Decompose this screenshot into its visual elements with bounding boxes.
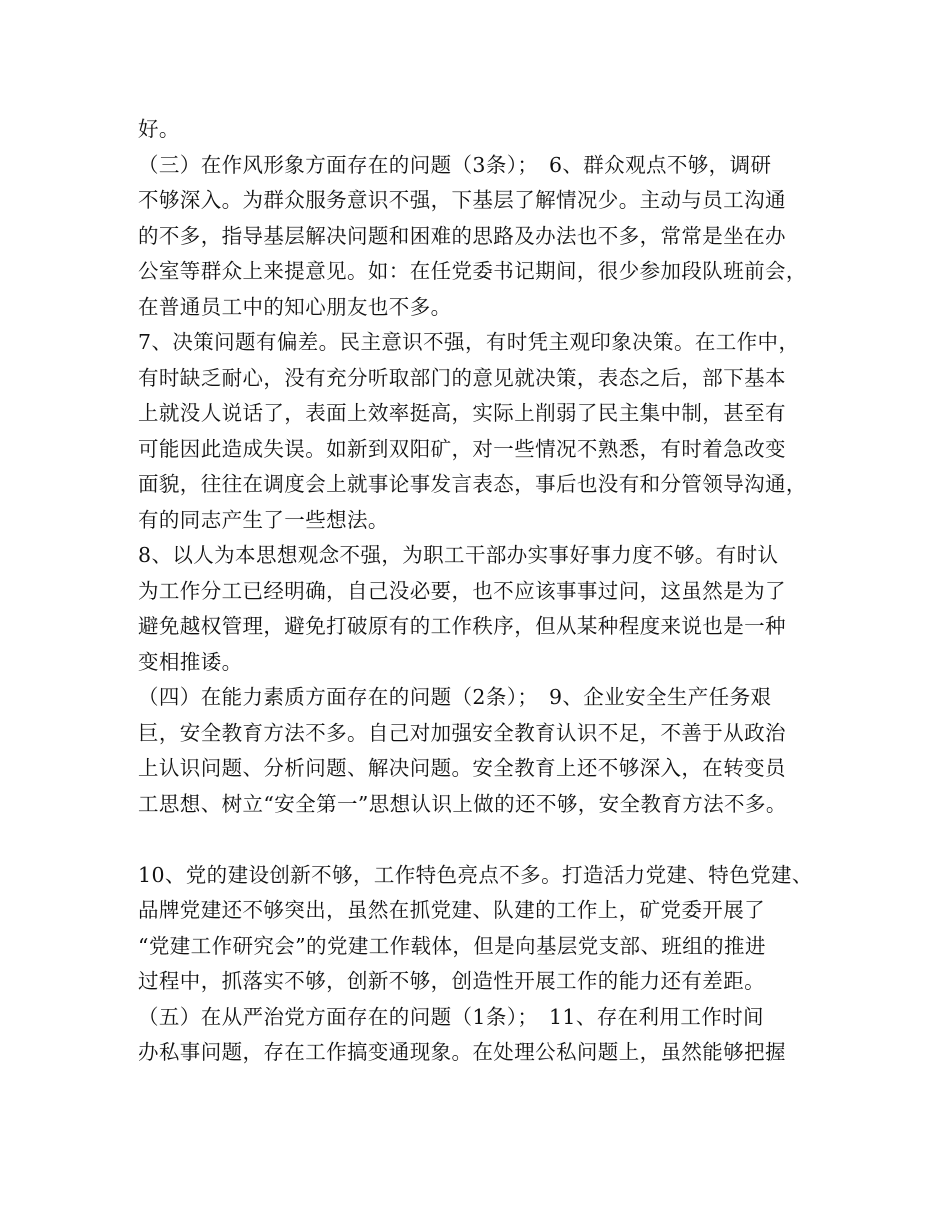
text-line: 上认识问题、分析问题、解决问题。安全教育上还不够深入，在转变员 — [138, 756, 786, 780]
text-line: （四）在能力素质方面存在的问题（2条）； 9、企业安全生产任务艰 — [138, 685, 772, 709]
text-line: （三）在作风形象方面存在的问题（3条）； 6、群众观点不够，调研 — [138, 152, 772, 177]
text-line: 为工作分工已经明确，自己没必要，也不应该事事过问，这虽然是为了 — [138, 578, 786, 603]
text-line: 好。 — [138, 117, 180, 141]
text-line: 有时缺乏耐心，没有充分听取部门的意见就决策，表态之后，部下基本 — [138, 365, 786, 390]
text-line: 避免越权管理，避免打破原有的工作秩序，但从某种程度来说也是一种 — [138, 614, 786, 638]
text-line: （五）在从严治党方面存在的问题（1条）； 11、存在利用工作时间 — [138, 1004, 764, 1029]
text-line: 上就没人说话了，表面上效率挺高，实际上削弱了民主集中制，甚至有 — [138, 401, 786, 425]
text-line: 变相推诿。 — [138, 649, 243, 674]
text-line: 面貌，往往在调度会上就事论事发言表态，事后也没有和分管领导沟通， — [138, 472, 807, 496]
text-line: 10、党的建设创新不够，工作特色亮点不多。打造活力党建、特色党建、 — [138, 862, 813, 887]
text-line: 品牌党建还不够突出，虽然在抓党建、队建的工作上，矿党委开展了 — [138, 898, 765, 922]
text-line: 过程中，抓落实不够，创新不够，创造性开展工作的能力还有差距。 — [138, 969, 765, 993]
text-line: 巨，安全教育方法不多。自己对加强安全教育认识不足，不善于从政治 — [138, 720, 786, 745]
text-line: 不够深入。为群众服务意识不强，下基层了解情况少。主动与员工沟通 — [138, 188, 786, 212]
text-line: 8、以人为本思想观念不强，为职工干部办实事好事力度不够。有时认 — [138, 543, 779, 567]
text-line: 工思想、树立“安全第一”思想认识上做的还不够，安全教育方法不多。 — [138, 791, 787, 816]
text-line: 公室等群众上来提意见。如：在任党委书记期间，很少参加段队班前会， — [138, 259, 807, 283]
paragraph-gap — [138, 822, 828, 858]
text-line: 7、决策问题有偏差。民主意识不强，有时凭主观印象决策。在工作中， — [138, 330, 800, 354]
text-line: “党建工作研究会”的党建工作载体，但是向基层党支部、班组的推进 — [138, 933, 766, 958]
document-body — [138, 112, 828, 1071]
text-line: 办私事问题，存在工作搞变通现象。在处理公私问题上，虽然能够把握 — [138, 1040, 786, 1064]
text-line: 的不多，指导基层解决问题和困难的思路及办法也不多，常常是坐在办 — [138, 223, 786, 248]
text-line: 有的同志产生了一些想法。 — [138, 507, 389, 532]
text-line: 在普通员工中的知心朋友也不多。 — [138, 294, 452, 319]
text-line: 可能因此造成失误。如新到双阳矿，对一些情况不熟悉，有时着急改变 — [138, 436, 786, 461]
